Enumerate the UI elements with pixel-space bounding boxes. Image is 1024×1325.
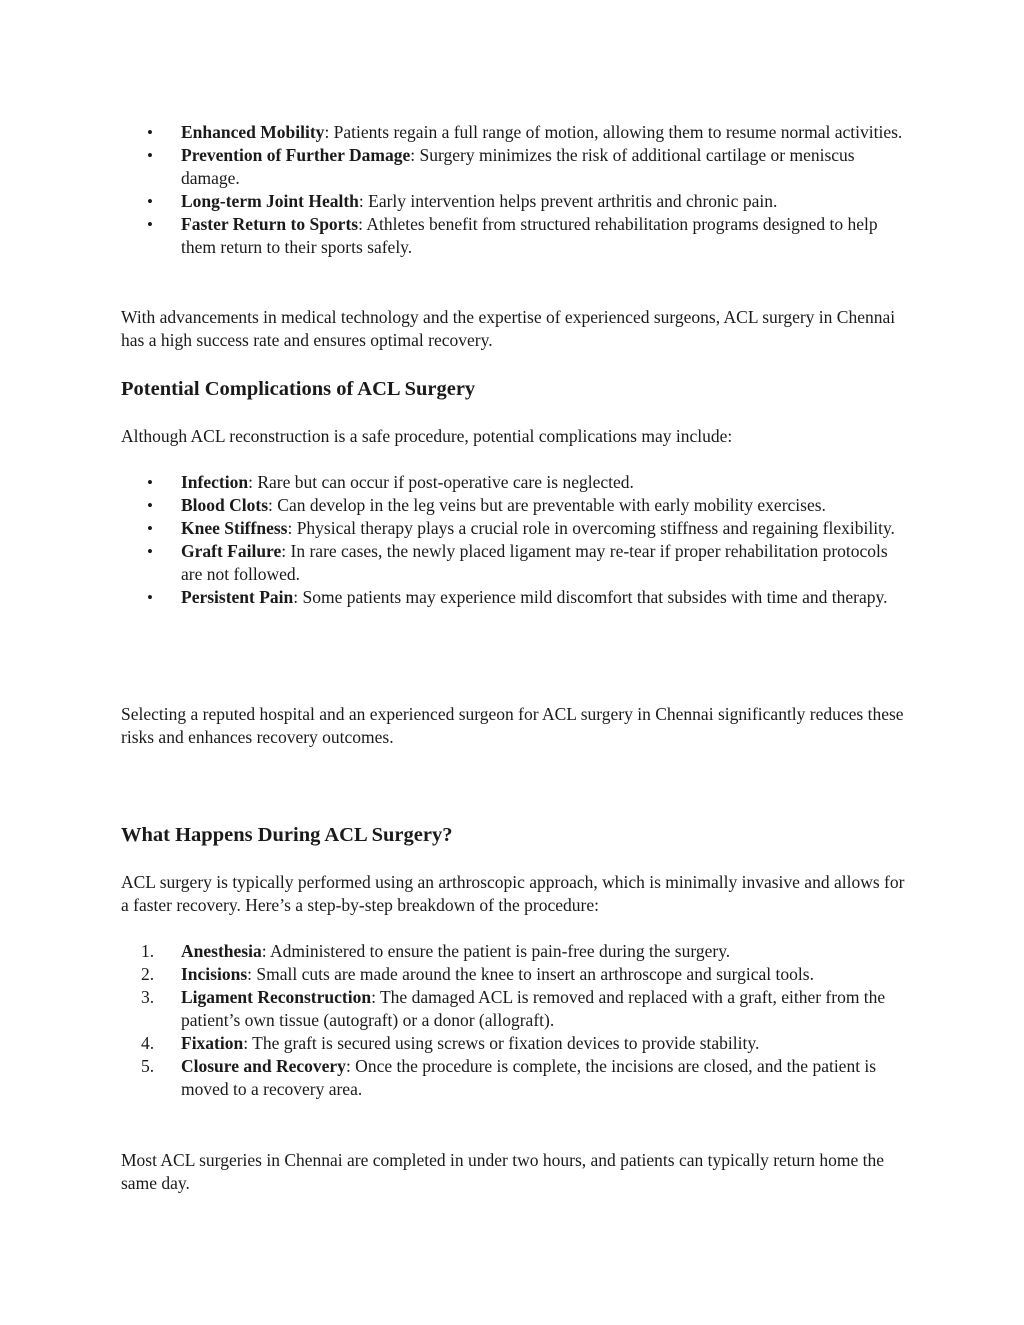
list-item (121, 190, 911, 213)
list-item (121, 471, 911, 494)
list-item (121, 121, 911, 144)
list-item (121, 540, 911, 586)
bullet-icon: • (147, 542, 153, 561)
paragraph-advancements: With advancements in medical technology and the expertise of experienced surgeons, ACL surgery in Chennai has a high success rate and ensures optimal recovery. (121, 307, 896, 350)
list-item-term: Fixation (181, 1033, 244, 1053)
bullet-icon: • (147, 496, 153, 515)
paragraph-selecting: Selecting a reputed hospital and an experienced surgeon for ACL surgery in Chennai significantly reduces these risks and enhances recovery outcomes. (121, 704, 904, 747)
list-item-term: Anesthesia (181, 941, 262, 961)
list-item (121, 1032, 911, 1055)
list-item-term: Closure and Recovery (181, 1056, 346, 1076)
step-number: 1. (141, 941, 155, 961)
list-item-term: Enhanced Mobility (181, 122, 325, 142)
bullet-icon: • (147, 146, 153, 165)
bullet-icon: • (147, 215, 153, 234)
list-item-desc: : Early intervention helps prevent arthritis and chronic pain. (358, 191, 778, 211)
list-item-desc: : The damaged ACL is removed and replaced with a graft, either from the patient’s own tissue (autograft) or a donor (allograft). (181, 987, 886, 1030)
list-item-desc: : Patients regain a full range of motion, allowing them to resume normal activities. (324, 122, 903, 142)
step-number: 5. (141, 1056, 155, 1076)
list-item (121, 517, 911, 540)
bullet-icon: • (147, 192, 153, 211)
list-item-desc: : In rare cases, the newly placed ligament may re-tear if proper rehabilitation protocols are not followed. (181, 541, 888, 584)
list-item-desc: : Rare but can occur if post-operative care is neglected. (248, 472, 634, 492)
heading-complications: Potential Complications of ACL Surgery (121, 378, 476, 400)
list-item (121, 144, 911, 190)
list-item (121, 494, 911, 517)
bullet-icon: • (147, 123, 153, 142)
list-item-desc: : Some patients may experience mild discomfort that subsides with time and therapy. (293, 587, 888, 607)
list-item (121, 940, 911, 963)
step-number: 3. (141, 987, 155, 1007)
bullet-icon: • (147, 588, 153, 607)
list-item-desc: : Athletes benefit from structured rehabilitation programs designed to help them return to their sports safely. (181, 214, 878, 257)
list-item-desc: : Small cuts are made around the knee to insert an arthroscope and surgical tools. (247, 964, 814, 984)
list-item-term: Incisions (181, 964, 248, 984)
list-item (121, 586, 911, 609)
list-item (121, 963, 911, 986)
list-item-desc: : Can develop in the leg veins but are preventable with early mobility exercises. (268, 495, 826, 515)
list-item-term: Ligament Reconstruction (181, 987, 372, 1007)
step-number: 2. (141, 964, 155, 984)
list-item-term: Knee Stiffness (181, 518, 288, 538)
paragraph-final: Most ACL surgeries in Chennai are completed in under two hours, and patients can typically return home the same day. (121, 1150, 885, 1193)
list-item-desc: : Surgery minimizes the risk of additional cartilage or meniscus damage. (181, 145, 855, 188)
list-item-term: Long-term Joint Health (181, 191, 359, 211)
complications-list (121, 471, 911, 609)
list-item-term: Faster Return to Sports (181, 214, 359, 234)
paragraph-during-intro: ACL surgery is typically performed using an arthroscopic approach, which is minimally invasive and allows for a faster recovery. Here’s a step-by-step breakdown of the procedure: (121, 872, 905, 915)
list-item-term: Prevention of Further Damage (181, 145, 411, 165)
list-item-term: Infection (181, 472, 249, 492)
list-item-term: Blood Clots (181, 495, 269, 515)
list-item-desc: : Once the procedure is complete, the incisions are closed, and the patient is moved to a recovery area. (181, 1056, 877, 1099)
heading-during-surgery: What Happens During ACL Surgery? (121, 824, 453, 846)
list-item-term: Graft Failure (181, 541, 282, 561)
list-item (121, 213, 911, 259)
list-item-desc: : The graft is secured using screws or fixation devices to provide stability. (243, 1033, 760, 1053)
steps-list (121, 940, 911, 1101)
bullet-icon: • (147, 519, 153, 538)
paragraph-complications-intro: Although ACL reconstruction is a safe procedure, potential complications may include: (121, 426, 733, 446)
list-item (121, 1055, 911, 1101)
benefits-list (121, 121, 911, 259)
list-item (121, 986, 911, 1032)
step-number: 4. (141, 1033, 155, 1053)
list-item-desc: : Physical therapy plays a crucial role in overcoming stiffness and regaining flexibility. (287, 518, 895, 538)
list-item-term: Persistent Pain (181, 587, 294, 607)
list-item-desc: : Administered to ensure the patient is pain-free during the surgery. (261, 941, 731, 961)
bullet-icon: • (147, 473, 153, 492)
